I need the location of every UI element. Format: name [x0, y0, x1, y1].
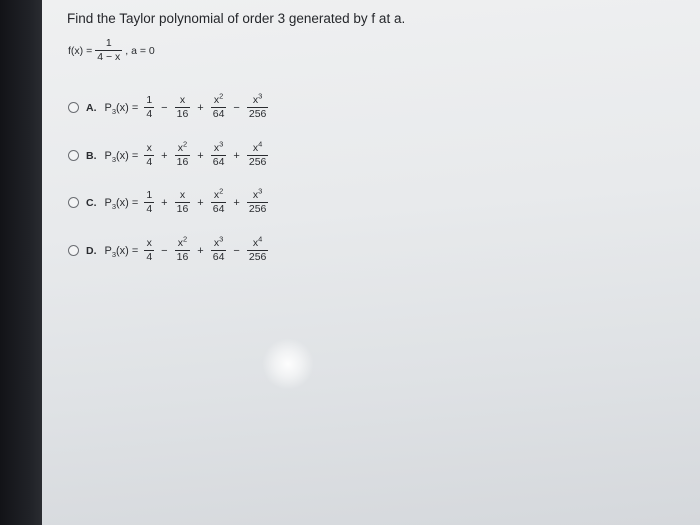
term-exponent: 2 [182, 234, 188, 244]
poly-name: P [104, 196, 112, 209]
term-numerator: x [213, 237, 220, 249]
term-numerator: x [252, 237, 259, 249]
term-operator: + [233, 149, 240, 162]
term-1 [144, 143, 154, 168]
option-b-expression [104, 139, 274, 168]
term-denominator: 16 [176, 203, 189, 215]
term-exponent: 2 [219, 91, 224, 101]
term-4 [247, 91, 269, 120]
term-numerator: x [252, 189, 259, 201]
term-denominator: 64 [212, 203, 225, 215]
term-operator: − [161, 101, 168, 114]
term-3 [211, 234, 227, 263]
poly-order: 3 [111, 201, 117, 211]
term-operator: + [197, 196, 204, 209]
term-operator: + [197, 101, 204, 114]
function-lhs: f(x) = [68, 44, 93, 57]
term-denominator: 256 [248, 108, 267, 120]
option-letter: A. [86, 101, 97, 114]
term-denominator: 4 [146, 108, 153, 120]
term-denominator: 256 [248, 251, 267, 263]
function-denominator: 4 − x [97, 51, 121, 63]
poly-order: 3 [111, 154, 117, 164]
poly-name: P [104, 149, 112, 162]
option-d[interactable] [68, 234, 273, 263]
term-denominator: 64 [212, 251, 225, 263]
term-3 [211, 186, 227, 215]
option-letter: C. [86, 196, 97, 209]
poly-arg: (x) = [116, 101, 139, 114]
term-2 [175, 139, 191, 168]
term-operator: + [197, 149, 204, 162]
term-numerator: x [177, 142, 183, 154]
poly-arg: (x) = [116, 244, 139, 257]
function-point: , a = 0 [125, 44, 155, 57]
term-numerator: x [179, 94, 186, 106]
term-numerator: x [213, 94, 220, 106]
term-2 [175, 95, 191, 120]
term-numerator: 1 [146, 94, 153, 106]
term-1 [144, 238, 154, 263]
poly-order: 3 [111, 106, 117, 116]
option-d-expression [104, 234, 274, 263]
term-numerator: x [146, 142, 152, 154]
term-1 [144, 95, 154, 120]
term-numerator: x [252, 142, 259, 154]
term-4 [247, 139, 269, 168]
term-denominator: 64 [212, 108, 225, 120]
term-2 [175, 190, 191, 215]
question-text: Find the Taylor polynomial of order 3 generated by f at a. [67, 11, 406, 26]
term-exponent: 4 [258, 234, 263, 244]
poly-name: P [104, 101, 112, 114]
term-4 [247, 186, 269, 215]
term-numerator: x [252, 94, 259, 106]
term-operator: + [233, 196, 240, 209]
term-denominator: 4 [146, 203, 153, 215]
term-denominator: 16 [176, 108, 189, 120]
term-denominator: 16 [176, 251, 189, 263]
term-denominator: 64 [212, 156, 225, 168]
term-denominator: 256 [248, 156, 267, 168]
option-c[interactable] [68, 186, 273, 215]
term-numerator: x [179, 189, 186, 201]
term-operator: + [161, 196, 168, 209]
term-numerator: x [213, 189, 220, 201]
term-operator: − [233, 101, 240, 114]
term-numerator: x [177, 237, 183, 249]
term-numerator: 1 [146, 189, 153, 201]
option-d-radio[interactable] [68, 245, 79, 256]
term-operator: − [161, 244, 168, 257]
term-operator: + [161, 149, 168, 162]
term-exponent: 3 [258, 91, 263, 101]
term-denominator: 4 [146, 156, 153, 168]
poly-name: P [104, 244, 112, 257]
term-exponent: 3 [258, 186, 263, 196]
term-operator: + [197, 244, 204, 257]
term-denominator: 256 [248, 203, 267, 215]
poly-order: 3 [111, 249, 117, 259]
option-letter: D. [86, 244, 97, 257]
option-b[interactable] [68, 139, 273, 168]
term-2 [175, 234, 191, 263]
left-bezel [0, 0, 42, 525]
function-numerator: 1 [105, 37, 112, 49]
option-a-expression [104, 91, 274, 120]
option-a[interactable] [68, 91, 273, 120]
term-exponent: 2 [219, 186, 224, 196]
option-c-expression [104, 186, 274, 215]
term-3 [211, 91, 227, 120]
term-4 [247, 234, 269, 263]
term-exponent: 2 [182, 139, 188, 149]
term-1 [144, 190, 154, 215]
term-operator: − [233, 244, 240, 257]
term-denominator: 16 [176, 156, 189, 168]
term-exponent: 3 [219, 139, 224, 149]
term-exponent: 4 [258, 139, 263, 149]
term-numerator: x [213, 142, 220, 154]
screen-glare [262, 338, 314, 390]
question-panel [42, 0, 700, 525]
function-fraction [95, 38, 122, 63]
poly-arg: (x) = [116, 196, 139, 209]
function-definition [68, 38, 155, 63]
option-a-radio[interactable] [68, 102, 79, 113]
poly-arg: (x) = [116, 149, 139, 162]
option-c-radio[interactable] [68, 197, 79, 208]
term-3 [211, 139, 227, 168]
term-denominator: 4 [146, 251, 153, 263]
option-letter: B. [86, 149, 97, 162]
term-exponent: 3 [219, 234, 224, 244]
option-b-radio[interactable] [68, 150, 79, 161]
term-numerator: x [146, 237, 152, 249]
